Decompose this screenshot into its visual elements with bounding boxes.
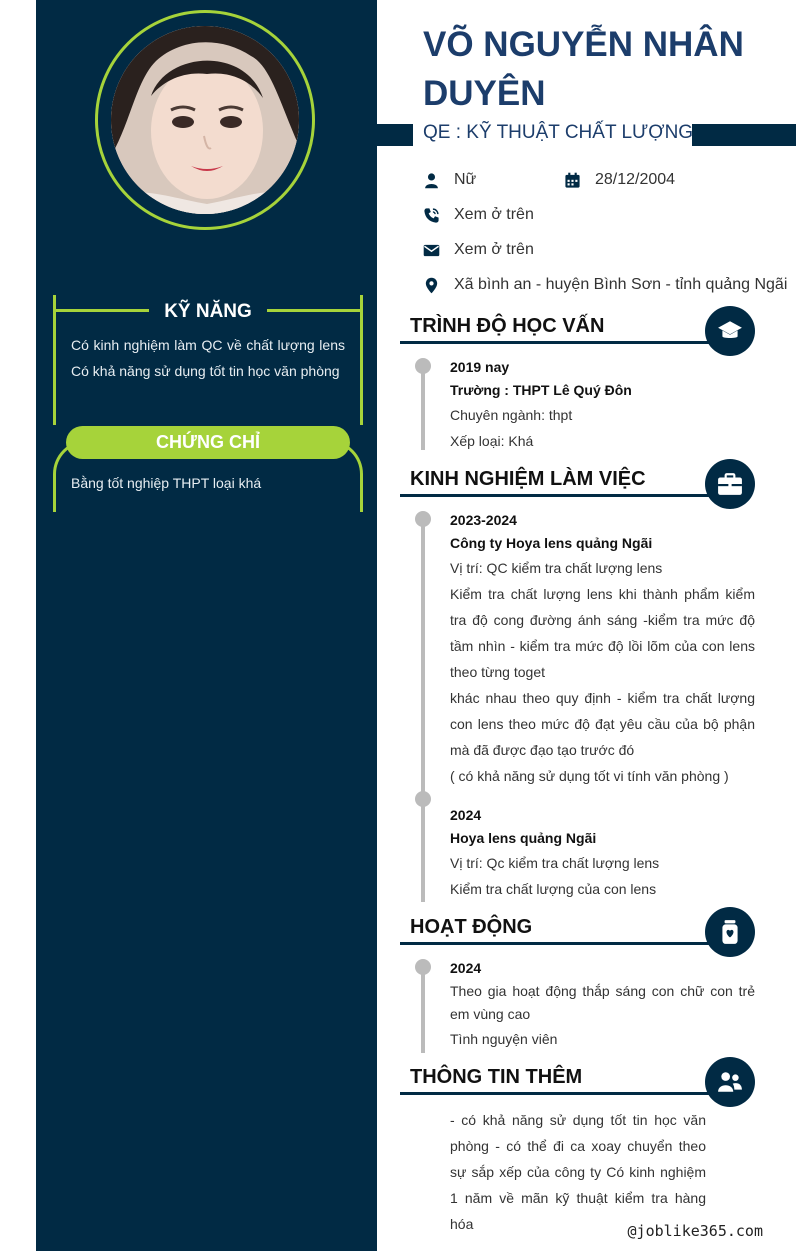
activities-divider xyxy=(400,942,710,945)
additional-icon-badge xyxy=(705,1057,755,1107)
location-pin-icon xyxy=(423,277,440,294)
education-divider xyxy=(400,341,710,344)
job1-role: Vị trí: QC kiểm tra chất lượng lens xyxy=(450,560,663,576)
gender-value: Nữ xyxy=(454,171,477,188)
birthday-value: 28/12/2004 xyxy=(595,171,676,188)
job2-role: Vị trí: Qc kiểm tra chất lượng lens xyxy=(450,855,660,871)
birthday-row xyxy=(564,169,675,191)
job1-desc-2: khác nhau theo quy định - kiểm tra chất lượng con lens theo mức độ đạt yêu cầu của bộ phận mà đã được đạo tạo trước đó xyxy=(450,690,755,758)
candidate-name: VÕ NGUYỄN NHÂN DUYÊN xyxy=(423,25,744,113)
job2-company: Hoya lens quảng Ngãi xyxy=(450,830,597,846)
user-icon xyxy=(423,172,440,189)
avatar-ring xyxy=(95,10,315,230)
email-value: Xem ở trên xyxy=(454,241,534,258)
education-major: Chuyên ngành: thpt xyxy=(450,407,573,423)
activity-period: 2024 xyxy=(450,960,482,976)
education-dot xyxy=(415,358,431,374)
position-bar-left xyxy=(377,124,413,146)
activities-timeline xyxy=(421,965,425,1053)
activity-desc-2: Tình nguyện viên xyxy=(450,1031,558,1047)
address-row xyxy=(423,274,787,296)
skills-text: Có kinh nghiệm làm QC về chất lượng lens Có khả năng sử dụng tốt tin học văn phòng xyxy=(71,337,345,379)
envelope-icon xyxy=(423,242,440,259)
activities-dot xyxy=(415,959,431,975)
skills-title: KỸ NĂNG xyxy=(164,301,252,322)
job1-desc-1: Kiểm tra chất lượng lens khi thành phẩm kiểm tra độ cong đường ánh sáng -kiểm tra mức độ tầm nhìn - kiểm tra mức độ lồi lõm của con lens theo từng toget xyxy=(450,586,755,680)
calendar-icon xyxy=(564,172,581,189)
activities-title: HOẠT ĐỘNG xyxy=(410,916,533,938)
activities-icon-badge xyxy=(705,907,755,957)
additional-divider xyxy=(400,1092,710,1095)
charity-jar-icon xyxy=(717,919,743,945)
job2-desc-1: Kiểm tra chất lượng của con lens xyxy=(450,881,657,897)
watermark: @joblike365.com xyxy=(627,1222,763,1240)
job1-company: Công ty Hoya lens quảng Ngãi xyxy=(450,535,653,551)
sidebar xyxy=(36,0,377,1251)
experience-icon-badge xyxy=(705,459,755,509)
certificates-text: Bằng tốt nghiệp THPT loại khá xyxy=(71,475,262,491)
experience-title: KINH NGHIỆM LÀM VIỆC xyxy=(410,468,646,490)
education-period: 2019 nay xyxy=(450,359,510,375)
education-grade: Xếp loại: Khá xyxy=(450,433,534,449)
certificates-box xyxy=(53,432,363,512)
email-row xyxy=(423,239,534,261)
experience-divider xyxy=(400,494,710,497)
position-title: QE : KỸ THUẬT CHẤT LƯỢNG xyxy=(423,122,694,143)
gender-row xyxy=(423,169,476,191)
experience-timeline xyxy=(421,517,425,902)
skills-box xyxy=(53,295,363,425)
additional-text: - có khả năng sử dụng tốt tin học văn phòng - có thể đi ca xoay chuyển theo sự sắp xếp của công ty Có kinh nghiệm 1 năm về mãn kỹ thuật kiểm tra hàng hóa xyxy=(450,1112,706,1232)
education-timeline xyxy=(421,364,425,450)
job1-desc-3: ( có khả năng sử dụng tốt vi tính văn phòng ) xyxy=(450,768,729,784)
experience-dot-2 xyxy=(415,791,431,807)
education-school: Trường : THPT Lê Quý Đôn xyxy=(450,382,632,398)
position-bar-right xyxy=(692,124,796,146)
briefcase-icon xyxy=(717,471,743,497)
certificates-title: CHỨNG CHỈ xyxy=(66,426,350,459)
experience-dot-1 xyxy=(415,511,431,527)
education-icon-badge xyxy=(705,306,755,356)
phone-value: Xem ở trên xyxy=(454,206,534,223)
additional-title: THÔNG TIN THÊM xyxy=(410,1066,583,1088)
graduation-cap-icon xyxy=(717,318,743,344)
job1-period: 2023-2024 xyxy=(450,512,517,528)
users-icon xyxy=(717,1069,743,1095)
avatar-photo xyxy=(111,26,299,214)
activity-desc-1: Theo gia hoạt động thắp sáng con chữ con trẻ em vùng cao xyxy=(450,983,755,1022)
job2-period: 2024 xyxy=(450,807,482,823)
avatar xyxy=(111,26,299,214)
education-title: TRÌNH ĐỘ HỌC VẤN xyxy=(410,315,605,337)
phone-icon xyxy=(423,207,440,224)
address-value: Xã bình an - huyện Bình Sơn - tỉnh quảng Ngãi xyxy=(454,276,788,293)
phone-row xyxy=(423,204,534,226)
